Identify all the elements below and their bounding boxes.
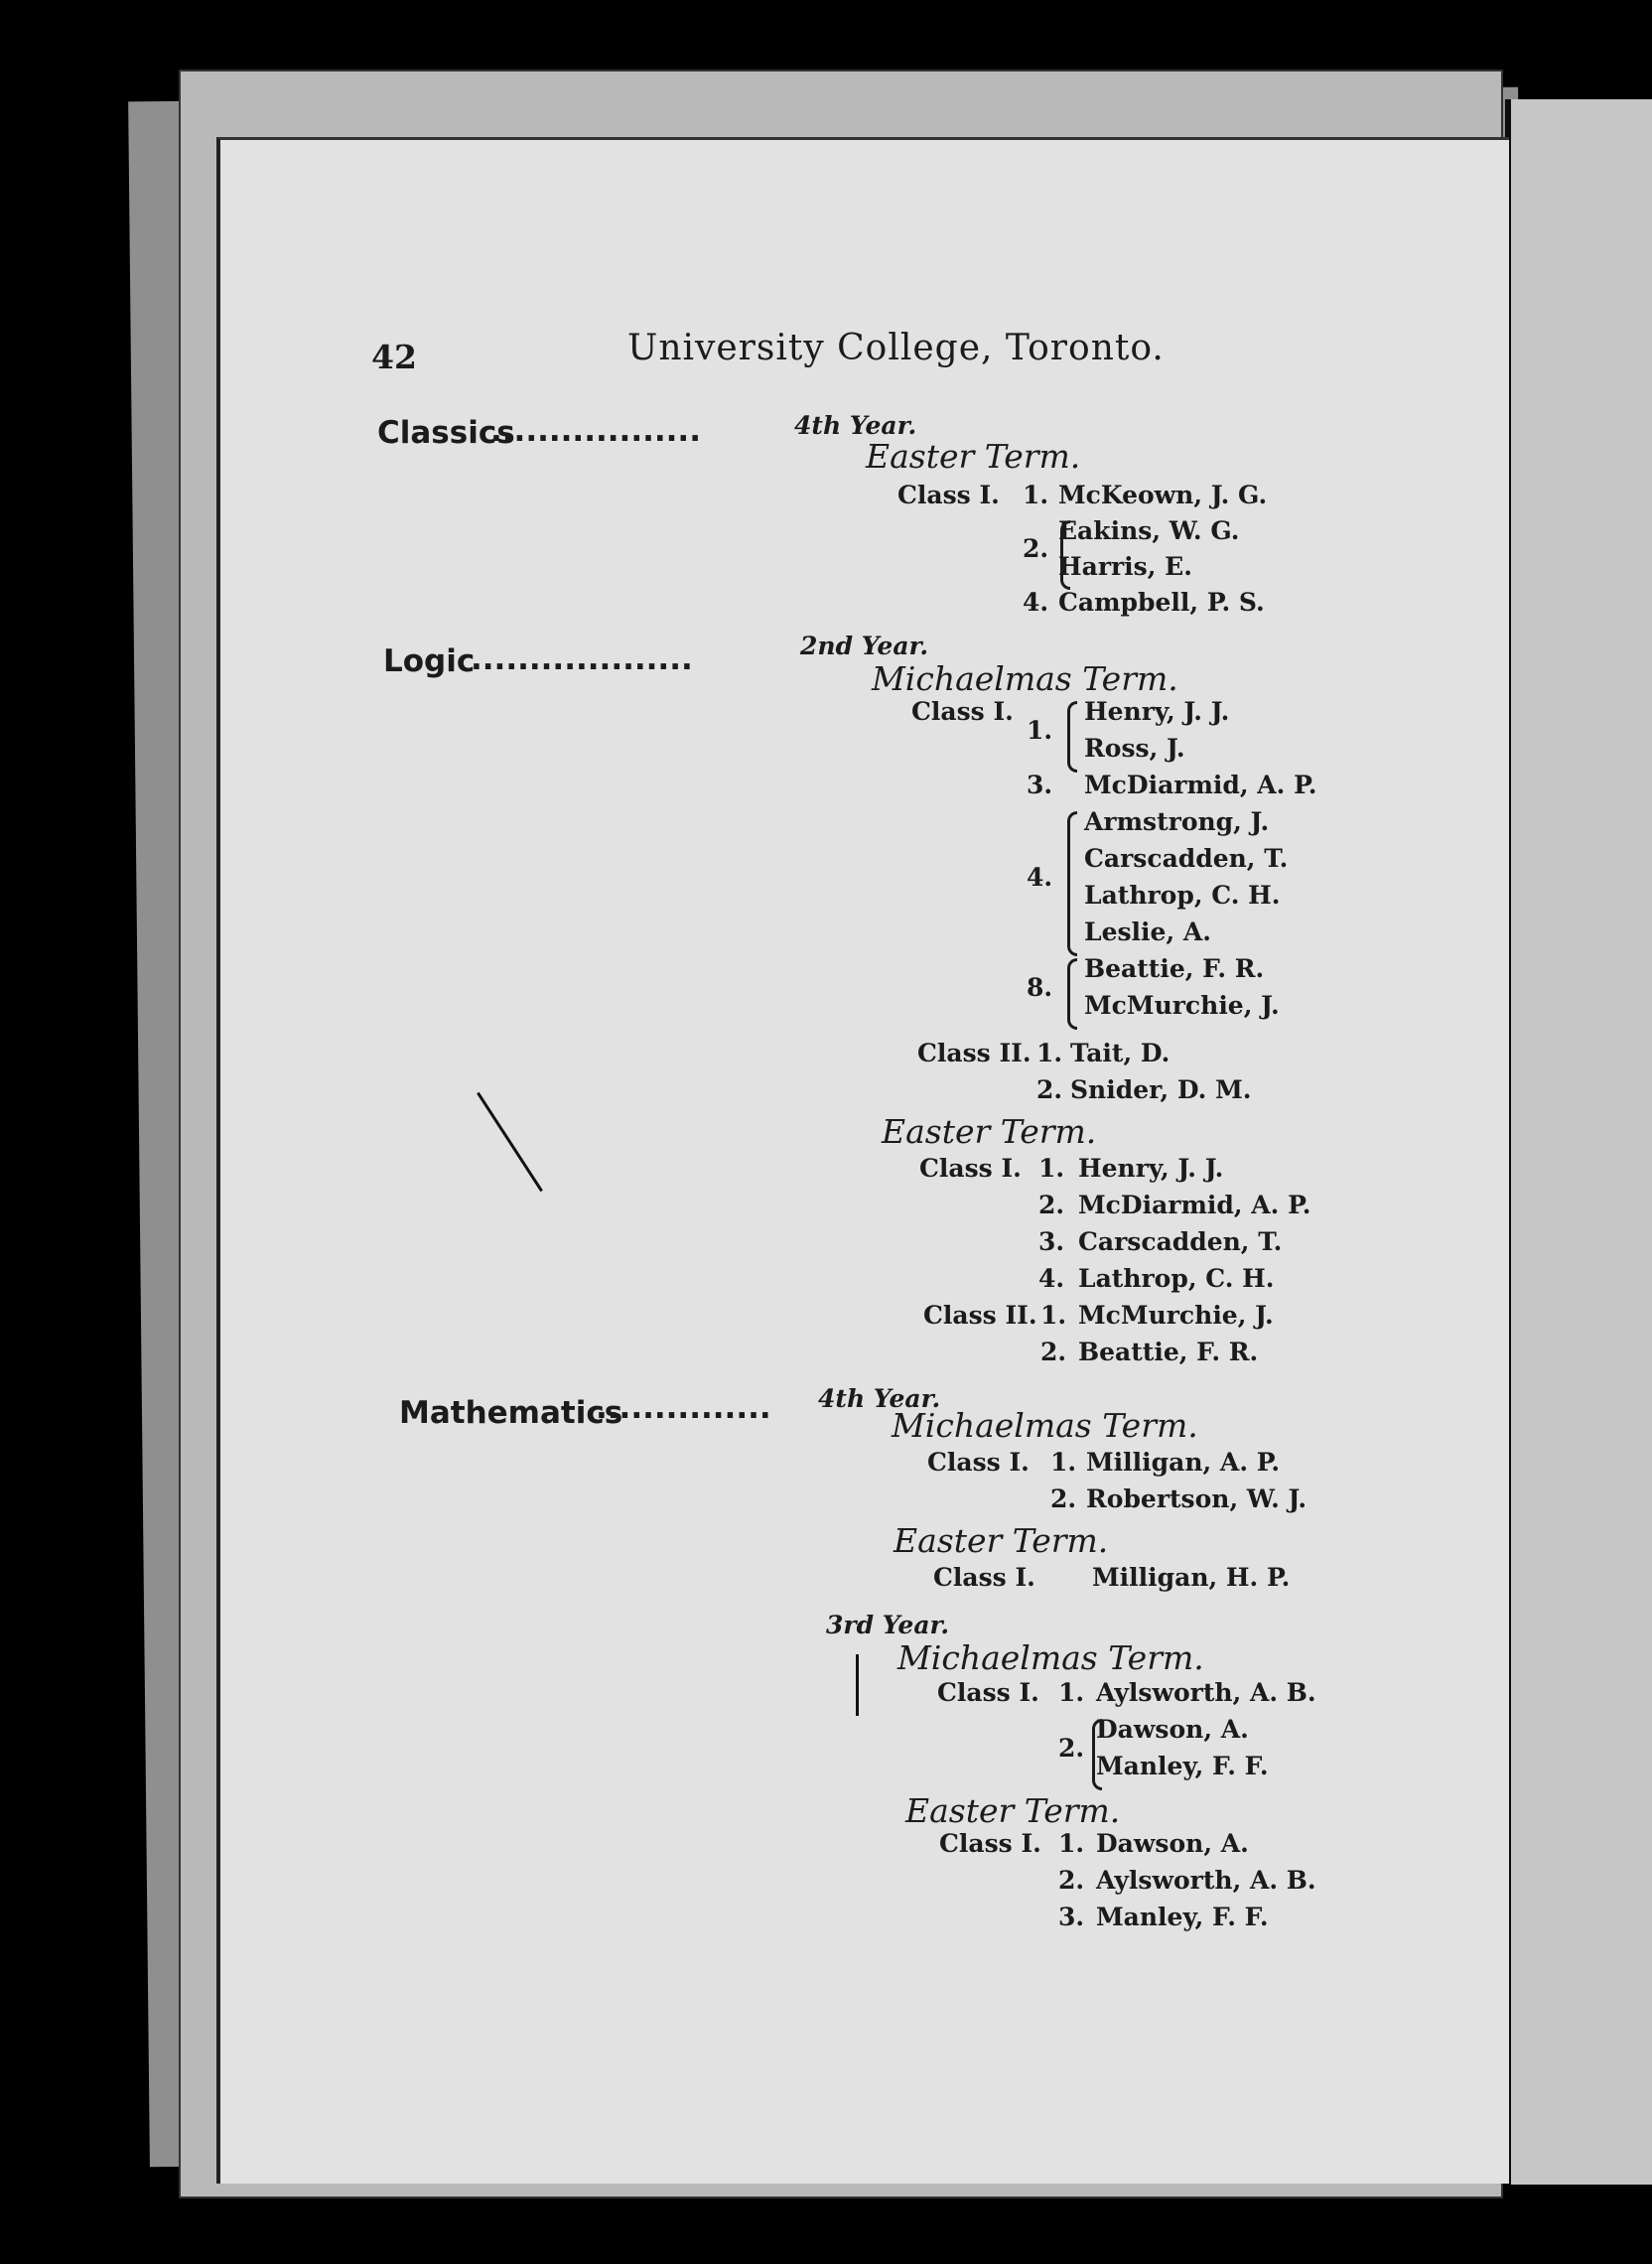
student-name: Carscadden, T. <box>1078 1227 1283 1256</box>
student-name: Aylsworth, A. B. <box>1096 1678 1316 1707</box>
pen-stroke-mark <box>477 1092 543 1193</box>
rank-number: 1. <box>1036 1039 1063 1067</box>
student-name: Milligan, A. P. <box>1086 1448 1281 1477</box>
brace-mark <box>1067 701 1077 773</box>
subject-leader: ............... <box>596 1390 771 1426</box>
student-name: Eakins, W. G. <box>1058 516 1240 545</box>
rank-number: 1. <box>1023 481 1049 509</box>
rank-number: 1. <box>1027 715 1053 745</box>
year-label: 3rd Year. <box>826 1611 950 1639</box>
rank-number: 1. <box>1058 1829 1085 1858</box>
year-label: 4th Year. <box>794 411 917 440</box>
rank-number: 2. <box>1023 534 1049 563</box>
brace-mark <box>1067 958 1077 1030</box>
student-name: Ross, J. <box>1084 734 1185 763</box>
rank-number: 2. <box>1038 1191 1065 1219</box>
class-label: Class I. <box>937 1678 1039 1707</box>
rank-number: 2. <box>1058 1866 1085 1895</box>
student-name: Carscadden, T. <box>1084 844 1289 873</box>
rank-number: 8. <box>1027 972 1053 1002</box>
student-name: Beattie, F. R. <box>1078 1338 1259 1366</box>
term-heading: Michaelmas Term. <box>892 1406 1198 1445</box>
class-label: Class I. <box>911 697 1014 726</box>
student-name: Milligan, H. P. <box>1092 1563 1291 1592</box>
rank-number: 4. <box>1038 1264 1065 1293</box>
student-name: Manley, F. F. <box>1096 1903 1269 1931</box>
student-name: Henry, J. J. <box>1084 697 1230 726</box>
student-name: Robertson, W. J. <box>1086 1485 1308 1513</box>
rank-number: 2. <box>1050 1485 1077 1513</box>
facing-page-edge <box>1505 99 1652 2185</box>
term-heading: Easter Term. <box>905 1791 1121 1830</box>
pen-stroke-mark-2 <box>856 1654 859 1716</box>
brace-mark <box>1067 811 1077 956</box>
student-name: McMurchie, J. <box>1078 1301 1274 1330</box>
subject-heading: Logic <box>383 643 476 679</box>
student-name: Tait, D. <box>1070 1039 1170 1067</box>
student-name: Lathrop, C. H. <box>1078 1264 1275 1293</box>
class-label: Class II. <box>917 1039 1032 1067</box>
rank-number: 3. <box>1058 1903 1085 1931</box>
running-head: University College, Toronto. <box>627 328 1165 368</box>
rank-number: 1. <box>1058 1678 1085 1707</box>
student-name: Harris, E. <box>1058 552 1192 581</box>
term-heading: Michaelmas Term. <box>872 659 1178 698</box>
student-name: Leslie, A. <box>1084 918 1211 946</box>
class-label: Class I. <box>939 1829 1041 1858</box>
term-heading: Easter Term. <box>882 1112 1097 1151</box>
subject-leader: .................. <box>490 413 701 449</box>
student-name: Lathrop, C. H. <box>1084 881 1281 910</box>
student-name: Aylsworth, A. B. <box>1096 1866 1316 1895</box>
term-heading: Easter Term. <box>894 1521 1109 1560</box>
year-label: 2nd Year. <box>800 632 929 660</box>
rank-number: 4. <box>1027 862 1053 892</box>
subject-heading: Classics <box>377 415 515 451</box>
rank-number: 2. <box>1040 1338 1067 1366</box>
student-name: McMurchie, J. <box>1084 991 1280 1020</box>
subject-heading: Mathematics <box>399 1395 623 1431</box>
student-name: Beattie, F. R. <box>1084 954 1265 983</box>
class-label: Class I. <box>927 1448 1030 1477</box>
student-name: McDiarmid, A. P. <box>1078 1191 1311 1219</box>
rank-number: 1. <box>1050 1448 1077 1477</box>
rank-number: 2. <box>1058 1733 1085 1763</box>
rank-number: 3. <box>1038 1227 1065 1256</box>
rank-number: 1. <box>1038 1154 1065 1183</box>
student-name: Snider, D. M. <box>1070 1075 1252 1104</box>
rank-number: 3. <box>1027 771 1053 799</box>
subject-leader: ................... <box>471 641 693 677</box>
year-label: 4th Year. <box>818 1384 941 1413</box>
class-label: Class I. <box>933 1563 1035 1592</box>
student-name: Campbell, P. S. <box>1058 588 1265 617</box>
rank-number: 2. <box>1036 1075 1063 1104</box>
rank-number: 1. <box>1040 1301 1067 1330</box>
student-name: Henry, J. J. <box>1078 1154 1224 1183</box>
student-name: Armstrong, J. <box>1084 807 1270 836</box>
student-name: McKeown, J. G. <box>1058 481 1268 509</box>
student-name: Manley, F. F. <box>1096 1752 1269 1780</box>
class-label: Class I. <box>919 1154 1022 1183</box>
class-label: Class I. <box>897 481 1000 509</box>
page-number: 42 <box>371 338 417 376</box>
term-heading: Michaelmas Term. <box>897 1638 1204 1677</box>
term-heading: Easter Term. <box>866 437 1081 476</box>
student-name: Dawson, A. <box>1096 1715 1249 1744</box>
student-name: Dawson, A. <box>1096 1829 1249 1858</box>
rank-number: 4. <box>1023 588 1049 617</box>
student-name: McDiarmid, A. P. <box>1084 771 1317 799</box>
class-label: Class II. <box>923 1301 1037 1330</box>
